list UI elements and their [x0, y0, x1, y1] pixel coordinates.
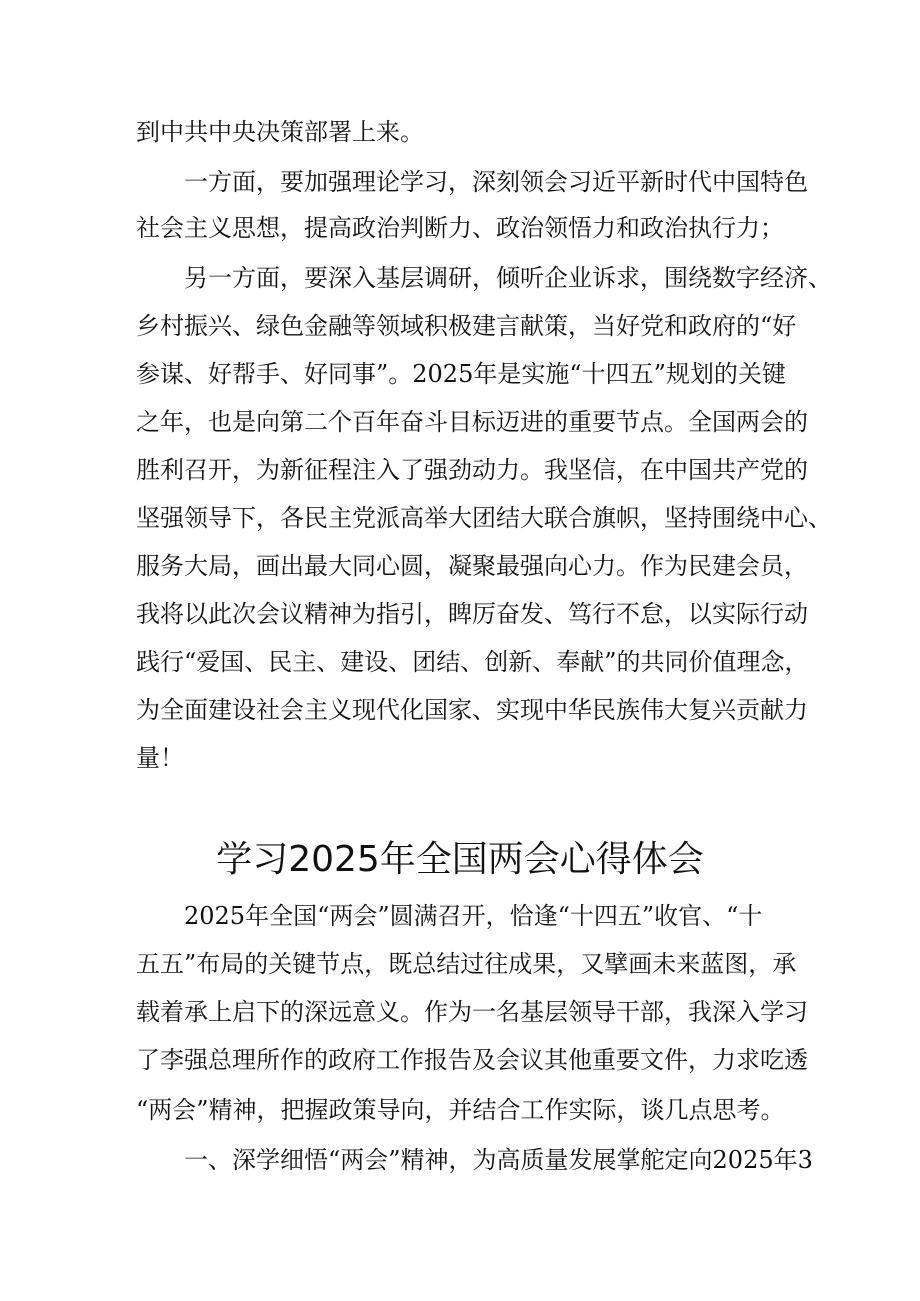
- text-line: 一方面，要加强理论学习，深刻领会习近平新时代中国特色: [184, 168, 808, 196]
- text-line: 到中共中央决策部署上来。: [136, 118, 424, 146]
- text-line: 乡村振兴、绿色金融等领域积极建言献策，当好党和政府的“好: [136, 312, 797, 340]
- text-line: 践行“爱国、民主、建设、团结、创新、奉献”的共同价值理念，: [136, 648, 809, 676]
- text-line: “两会”精神，把握政策导向，并结合工作实际，谈几点思考。: [136, 1096, 785, 1124]
- text-line: 胜利召开，为新征程注入了强劲动力。我坚信，在中国共产党的: [136, 456, 808, 484]
- text-line: 之年，也是向第二个百年奋斗目标迈进的重要节点。全国两会的: [136, 408, 808, 436]
- text-line: 参谋、好帮手、好同事”。2025年是实施“十四五”规划的关键: [136, 360, 786, 388]
- text-line: 我将以此次会议精神为指引，睥厉奋发、笃行不怠，以实际行动: [136, 600, 808, 628]
- text-line: 坚强领导下，各民主党派高举大团结大联合旗帜，坚持围绕中心、: [136, 504, 832, 532]
- text-line: 了李强总理所作的政府工作报告及会议其他重要文件，力求吃透: [136, 1046, 808, 1074]
- text-line: 另一方面，要深入基层调研，倾听企业诉求，围绕数字经济、: [184, 264, 832, 292]
- text-line: 一、深学细悟“两会”精神，为高质量发展掌舵定向2025年3: [184, 1146, 813, 1174]
- text-line: 服务大局，画出最大同心圆，凝聚最强向心力。作为民建会员，: [136, 552, 808, 580]
- document-title: 学习2025年全国两会心得体会: [216, 839, 704, 880]
- text-line: 为全面建设社会主义现代化国家、实现中华民族伟大复兴贡献力: [136, 696, 808, 724]
- text-line: 2025年全国“两会”圆满召开，恰逢“十四五”收官、“十: [184, 902, 763, 930]
- text-line: 载着承上启下的深远意义。作为一名基层领导干部，我深入学习: [136, 998, 808, 1026]
- text-line: 量！: [136, 744, 184, 772]
- text-line: 五五”布局的关键节点，既总结过往成果，又擘画未来蓝图，承: [136, 950, 797, 978]
- text-line: 社会主义思想，提高政治判断力、政治领悟力和政治执行力；: [136, 214, 784, 242]
